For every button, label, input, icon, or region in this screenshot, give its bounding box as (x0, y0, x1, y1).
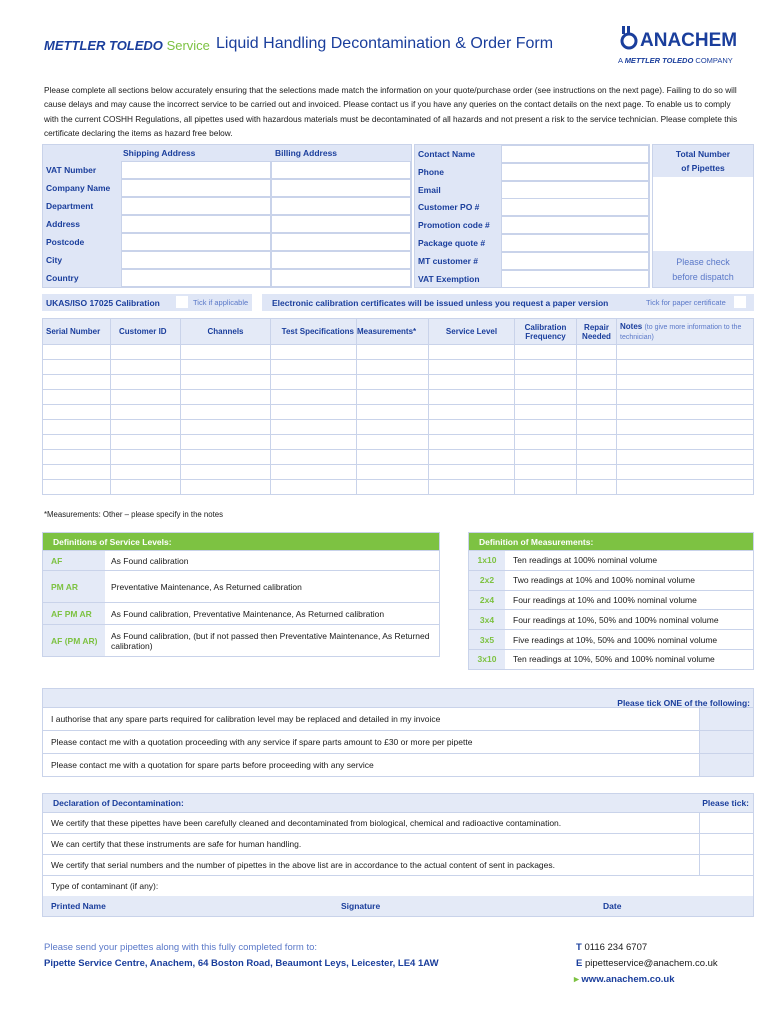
declaration-text: We certify that serial numbers and the number of pipettes in the above list are in accordance to the actual content of sent in packages. (51, 860, 555, 870)
items-cell[interactable] (271, 450, 357, 465)
total-pipettes-title-2: of Pipettes (681, 163, 725, 173)
col-service-level: Service Level (429, 319, 515, 345)
service-level-row (43, 550, 439, 570)
items-cell[interactable] (43, 465, 111, 480)
measurement-row (469, 590, 753, 610)
authorise-row (43, 753, 753, 776)
header-brand (44, 38, 210, 53)
declaration-checkbox[interactable] (699, 813, 753, 833)
signature-label: Signature (341, 901, 381, 911)
items-cell[interactable] (43, 435, 111, 450)
items-table-row (43, 345, 754, 360)
billing-field[interactable] (271, 233, 411, 251)
items-cell[interactable] (617, 465, 754, 480)
service-levels-box (42, 532, 440, 657)
ukas-tick-hint: Tick if applicable (193, 298, 249, 307)
items-cell[interactable] (111, 465, 181, 480)
contact-field[interactable] (501, 181, 649, 199)
declaration-box (42, 793, 754, 917)
items-cell[interactable] (111, 450, 181, 465)
measurement-desc: Five readings at 10%, 50% and 100% nominal volume (513, 634, 718, 645)
measurements-def-title: Definition of Measurements: (469, 533, 753, 550)
ukas-label: UKAS/ISO 17025 Calibration (46, 298, 160, 308)
total-pipettes-input[interactable] (653, 177, 753, 251)
service-centre-address: Pipette Service Centre, Anachem, 64 Boston Road, Beaumont Leys, Leicester, LE4 1AW (44, 958, 439, 969)
items-cell[interactable] (111, 405, 181, 420)
authorise-checkbox[interactable] (699, 754, 753, 776)
footer-phone (576, 942, 647, 953)
items-cell[interactable] (515, 435, 577, 450)
contact-row-label: VAT Exemption (418, 273, 480, 284)
logo-sub-mt: METTLER TOLEDO (624, 56, 694, 65)
items-cell[interactable] (577, 390, 617, 405)
col-channels: Channels (181, 319, 271, 345)
items-cell[interactable] (43, 450, 111, 465)
service-level-desc: As Found calibration (111, 555, 189, 566)
items-cell[interactable] (181, 405, 271, 420)
address-section (42, 144, 412, 288)
col-notes-hint: (to give more information to the technician) (620, 323, 742, 341)
paper-tick-hint: Tick for paper certificate (646, 298, 726, 307)
items-cell[interactable] (577, 405, 617, 420)
page-title: Liquid Handling Decontamination & Order Form (216, 35, 554, 52)
shipping-field[interactable] (121, 269, 271, 287)
billing-field[interactable] (271, 269, 411, 287)
items-cell[interactable] (111, 345, 181, 360)
address-row-label: City (46, 255, 63, 265)
items-cell[interactable] (429, 345, 515, 360)
contact-row-label: Package quote # (418, 238, 486, 248)
items-cell[interactable] (111, 435, 181, 450)
items-table-row (43, 390, 754, 405)
items-cell[interactable] (43, 360, 111, 375)
items-cell[interactable] (43, 345, 111, 360)
measurement-code: 2x4 (469, 591, 505, 610)
authorise-checkbox[interactable] (699, 731, 753, 753)
measurement-code: 3x4 (469, 610, 505, 629)
logo-wordmark: ANACHEM (640, 30, 738, 51)
email-link[interactable]: pipetteservice@anachem.co.uk (584, 958, 718, 969)
shipping-address-label: Shipping Address (123, 148, 196, 158)
send-instructions: Please send your pipettes along with this fully completed form to: (44, 942, 318, 953)
items-cell[interactable] (617, 435, 754, 450)
declaration-row (43, 812, 753, 833)
declaration-row (43, 833, 753, 854)
items-cell[interactable] (181, 375, 271, 390)
logo-subline (618, 56, 733, 65)
items-cell[interactable] (271, 375, 357, 390)
billing-field[interactable] (271, 251, 411, 269)
service-level-code: AF PM AR (43, 603, 105, 624)
service-level-row (43, 624, 439, 656)
col-notes-label: Notes (620, 321, 643, 331)
items-cell[interactable] (515, 405, 577, 420)
items-cell[interactable] (429, 465, 515, 480)
items-cell[interactable] (515, 345, 577, 360)
shipping-field[interactable] (121, 251, 271, 269)
items-cell[interactable] (43, 420, 111, 435)
ukas-checkbox[interactable] (176, 296, 188, 308)
items-cell[interactable] (617, 420, 754, 435)
web-link[interactable]: www.anachem.co.uk (581, 974, 675, 985)
items-cell[interactable] (181, 435, 271, 450)
items-cell[interactable] (271, 465, 357, 480)
address-row-label: Address (46, 219, 81, 229)
measurement-desc: Two readings at 10% and 100% nominal volume (513, 575, 695, 586)
items-cell[interactable] (515, 465, 577, 480)
signature-row (43, 896, 753, 916)
items-cell[interactable] (357, 480, 429, 495)
service-level-row (43, 570, 439, 602)
items-cell[interactable] (181, 450, 271, 465)
address-row-label: VAT Number (46, 165, 97, 175)
authorise-row (43, 707, 753, 730)
contact-row-label: MT customer # (418, 255, 478, 266)
measurement-desc: Ten readings at 100% nominal volume (513, 555, 658, 566)
total-pipettes-box (652, 144, 754, 288)
measurement-desc: Four readings at 10%, 50% and 100% nominal volume (513, 614, 719, 625)
calibration-divider (252, 294, 262, 311)
items-cell[interactable] (111, 390, 181, 405)
anachem-logo-mark (618, 26, 640, 50)
items-cell[interactable] (429, 420, 515, 435)
items-cell[interactable] (617, 450, 754, 465)
measurement-row (469, 550, 753, 570)
paper-cert-checkbox[interactable] (734, 296, 746, 308)
items-cell[interactable] (617, 375, 754, 390)
service-level-code: PM AR (43, 571, 105, 602)
items-table-row (43, 465, 754, 480)
items-cell[interactable] (357, 345, 429, 360)
service-level-code: AF (PM AR) (43, 625, 105, 656)
items-cell[interactable] (357, 375, 429, 390)
billing-field[interactable] (271, 161, 411, 179)
items-cell[interactable] (181, 390, 271, 405)
col-customer-id: Customer ID (111, 319, 181, 345)
items-cell[interactable] (271, 405, 357, 420)
items-cell[interactable] (577, 345, 617, 360)
items-table-row (43, 360, 754, 375)
items-cell[interactable] (357, 405, 429, 420)
items-cell[interactable] (429, 375, 515, 390)
col-notes (617, 319, 754, 345)
billing-address-label: Billing Address (275, 148, 338, 158)
shipping-field[interactable] (121, 233, 271, 251)
col-measurements: Measurements* (357, 319, 429, 345)
items-cell[interactable] (111, 375, 181, 390)
items-cell[interactable] (577, 480, 617, 495)
items-table-row (43, 435, 754, 450)
shipping-field[interactable] (121, 179, 271, 197)
declaration-text: We certify that these pipettes have been carefully cleaned and decontaminated from biological, chemical and radioactive contamination. (51, 818, 562, 828)
col-repair-needed: Repair Needed (577, 319, 617, 345)
items-cell[interactable] (577, 420, 617, 435)
measurement-row (469, 649, 753, 669)
items-cell[interactable] (271, 480, 357, 495)
billing-field[interactable] (271, 179, 411, 197)
items-cell[interactable] (181, 465, 271, 480)
items-cell[interactable] (43, 480, 111, 495)
contact-row-label: Contact Name (418, 149, 476, 159)
items-table-row (43, 405, 754, 420)
measurement-row (469, 609, 753, 629)
items-cell[interactable] (429, 405, 515, 420)
address-header-row (43, 145, 411, 161)
authorise-header (43, 689, 753, 707)
contaminant-label: Type of contaminant (if any): (51, 881, 159, 891)
declaration-title: Declaration of Decontamination: (53, 798, 184, 808)
address-row-label: Postcode (46, 237, 85, 247)
items-cell[interactable] (181, 420, 271, 435)
logo-sub-a: A (618, 56, 623, 65)
measurement-code: 2x2 (469, 571, 505, 590)
measurements-footnote: *Measurements: Other – please specify in the notes (44, 510, 223, 519)
shipping-field[interactable] (121, 215, 271, 233)
contact-row-label: Customer PO # (418, 202, 480, 213)
items-cell[interactable] (357, 435, 429, 450)
items-cell[interactable] (43, 375, 111, 390)
items-cell[interactable] (515, 390, 577, 405)
date-label: Date (603, 901, 622, 911)
items-cell[interactable] (429, 435, 515, 450)
items-cell[interactable] (111, 360, 181, 375)
contact-field[interactable] (501, 252, 649, 270)
shipping-field[interactable] (121, 161, 271, 179)
phone-number: 0116 234 6707 (584, 942, 648, 953)
items-cell[interactable] (617, 345, 754, 360)
authorise-row (43, 730, 753, 753)
authorise-checkbox[interactable] (699, 708, 753, 730)
items-cell[interactable] (577, 465, 617, 480)
items-cell[interactable] (357, 465, 429, 480)
brand-service: Service (166, 38, 210, 53)
contact-row-label: Promotion code # (418, 220, 490, 231)
logo-sub-company: COMPANY (695, 56, 733, 65)
items-cell[interactable] (617, 480, 754, 495)
items-cell[interactable] (357, 450, 429, 465)
items-cell[interactable] (577, 375, 617, 390)
items-grid (42, 318, 754, 495)
items-cell[interactable] (357, 360, 429, 375)
items-table-row (43, 480, 754, 495)
items-cell[interactable] (577, 450, 617, 465)
items-cell[interactable] (515, 450, 577, 465)
items-table-row (43, 420, 754, 435)
brand-mettler-toledo: METTLER TOLEDO (44, 38, 163, 53)
footer-web (574, 974, 675, 985)
items-table (42, 318, 754, 495)
items-cell[interactable] (181, 345, 271, 360)
intro-text: Please complete all sections below accurately ensuring that the selections made match the information on your quote/purchase order (see instructions on the next page). Failing to do so will cause delays and may cause the incorrect service to be carried out and invoiced. Please contact us if you have any queries on the contact details on the next page. To enable us to comply with the current COSHH Regulations, all pipettes used with hazardous materials must be decontaminated of all hazards and not present a risk to the service technician. Please complete this certificate declaring the items as hazard free below. (44, 85, 738, 138)
authorise-option-text: Please contact me with a quotation proceeding with any service if spare parts amount to £30 or more per pipette (51, 737, 473, 747)
measurement-desc: Ten readings at 10%, 50% and 100% nominal volume (513, 654, 715, 665)
items-cell[interactable] (617, 390, 754, 405)
items-cell[interactable] (429, 390, 515, 405)
measurement-desc: Four readings at 10% and 100% nominal volume (513, 594, 697, 605)
items-cell[interactable] (111, 480, 181, 495)
items-cell[interactable] (357, 420, 429, 435)
contact-field[interactable] (501, 163, 649, 181)
items-table-row (43, 375, 754, 390)
items-cell[interactable] (43, 405, 111, 420)
items-cell[interactable] (357, 390, 429, 405)
shipping-field[interactable] (121, 197, 271, 215)
declaration-header (43, 794, 753, 812)
check-note-1: Please check (676, 257, 730, 267)
authorise-option-text: Please contact me with a quotation for spare parts before proceeding with any service (51, 760, 374, 770)
measurement-row (469, 570, 753, 590)
total-pipettes-title-1: Total Number (675, 149, 731, 159)
authorise-option-text: I authorise that any spare parts required for calibration level may be replaced and detailed in my invoice (51, 714, 441, 724)
service-level-desc: As Found calibration, Preventative Maintenance, As Returned calibration (111, 608, 385, 619)
authorise-box (42, 688, 754, 777)
items-cell[interactable] (271, 435, 357, 450)
measurement-code: 1x10 (469, 551, 505, 570)
declaration-tick-label: Please tick: (702, 798, 749, 808)
billing-field[interactable] (271, 215, 411, 233)
contact-field[interactable] (501, 216, 649, 234)
anachem-logo (618, 24, 748, 70)
measurements-def-box (468, 532, 754, 670)
items-cell[interactable] (43, 390, 111, 405)
items-cell[interactable] (515, 420, 577, 435)
service-level-row (43, 602, 439, 624)
items-table-row (43, 450, 754, 465)
billing-field[interactable] (271, 197, 411, 215)
address-row-label: Country (46, 273, 79, 283)
contaminant-row (43, 875, 753, 896)
printed-name-label: Printed Name (51, 901, 106, 911)
footer-email (576, 958, 718, 969)
contact-field[interactable] (501, 198, 649, 216)
measurement-code: 3x5 (469, 630, 505, 649)
contact-field[interactable] (501, 145, 649, 163)
items-cell[interactable] (515, 375, 577, 390)
items-cell[interactable] (271, 345, 357, 360)
items-cell[interactable] (429, 450, 515, 465)
service-levels-title: Definitions of Service Levels: (43, 533, 439, 550)
contact-section (414, 144, 650, 288)
items-cell[interactable] (271, 360, 357, 375)
email-letter: E (576, 958, 583, 969)
items-cell[interactable] (617, 360, 754, 375)
phone-letter: T (576, 942, 582, 953)
declaration-checkbox[interactable] (699, 855, 753, 875)
measurement-row (469, 629, 753, 649)
items-cell[interactable] (577, 360, 617, 375)
service-level-code: AF (43, 551, 105, 570)
declaration-text: We can certify that these instruments are safe for human handling. (51, 839, 302, 849)
contact-field[interactable] (501, 270, 649, 288)
items-cell[interactable] (111, 420, 181, 435)
address-row-label: Department (46, 201, 94, 211)
items-cell[interactable] (577, 435, 617, 450)
items-cell[interactable] (181, 360, 271, 375)
items-cell[interactable] (271, 420, 357, 435)
measurement-code: 3x10 (469, 650, 505, 669)
items-cell[interactable] (515, 360, 577, 375)
col-serial-number: Serial Number (43, 319, 111, 345)
service-level-desc: Preventative Maintenance, As Returned calibration (111, 581, 302, 592)
web-arrow-icon: ▸ (574, 974, 579, 985)
declaration-checkbox[interactable] (699, 834, 753, 854)
declaration-row (43, 854, 753, 875)
items-cell[interactable] (617, 405, 754, 420)
items-cell[interactable] (429, 360, 515, 375)
check-note-2: before dispatch (672, 272, 734, 282)
contact-field[interactable] (501, 234, 649, 252)
authorise-title: Please tick ONE of the following: (617, 698, 750, 708)
electronic-cert-label: Electronic calibration certificates will be issued unless you request a paper version (272, 298, 609, 308)
contact-row-label: Phone (418, 166, 444, 177)
items-cell[interactable] (271, 390, 357, 405)
col-calibration-frequency: Calibration Frequency (515, 319, 577, 345)
items-cell[interactable] (429, 480, 515, 495)
service-level-desc: As Found calibration, (but if not passed then Preventative Maintenance, As Returned calibration) (111, 630, 430, 651)
address-row-label: Company Name (46, 183, 111, 193)
contact-row-label: Email (418, 184, 441, 195)
items-cell[interactable] (181, 480, 271, 495)
items-header-row (43, 319, 754, 345)
items-cell[interactable] (515, 480, 577, 495)
col-test-specifications: Test Specifications (271, 319, 357, 345)
